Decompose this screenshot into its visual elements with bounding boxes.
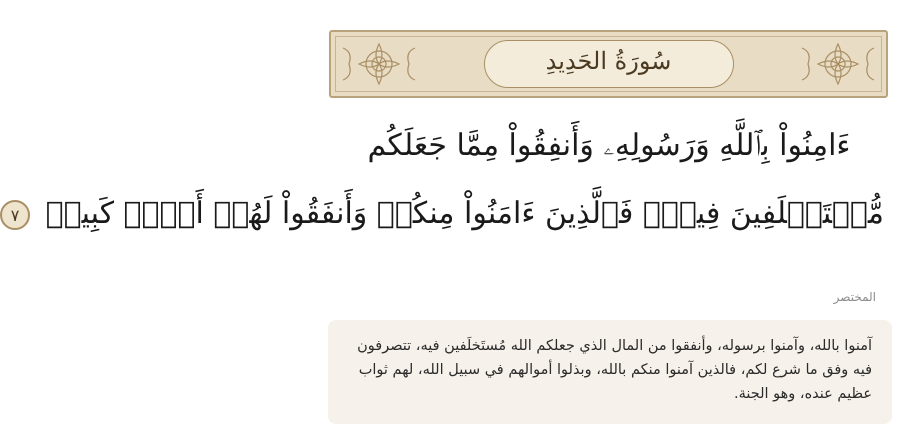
floral-ornament-icon	[339, 38, 419, 90]
surah-title-cartouche	[484, 40, 734, 88]
ayah-text-line-2-text: مُّسۡتَخۡلَفِينَ فِيهِۖ فَٱلَّذِينَ ءَامَنُواْ مِنكُمۡ وَأَنفَقُواْ لَهُمۡ أَجۡرٞ كَبِيرٞ	[45, 196, 884, 231]
ayah-number-marker[interactable]: ٧	[0, 200, 30, 230]
floral-ornament-icon	[798, 38, 878, 90]
quran-page	[10, 0, 904, 430]
surah-header-banner	[329, 30, 888, 98]
tafsir-text: آمنوا بالله، وآمنوا برسوله، وأنفقوا من المال الذي جعلكم الله مُستَخلَفين فيه، تتصرفون فيه وفق ما شرع لكم، فالذين آمنوا منكم بالله، وبذلوا أموالهم في سبيل الله، لهم ثواب عظيم عنده، وهو الجنة.	[357, 338, 872, 402]
tafsir-box	[328, 320, 892, 424]
tafsir-source-label: المختصر	[833, 290, 876, 304]
surah-title: سُورَةُ الحَدِيدِ	[545, 47, 672, 75]
ayah-text-line-1: ءَامِنُواْ بِٱللَّهِ وَرَسُولِهِۦ وَأَنفِقُواْ مِمَّا جَعَلَكُم	[367, 128, 851, 163]
ayah-text-line-2	[10, 196, 884, 231]
